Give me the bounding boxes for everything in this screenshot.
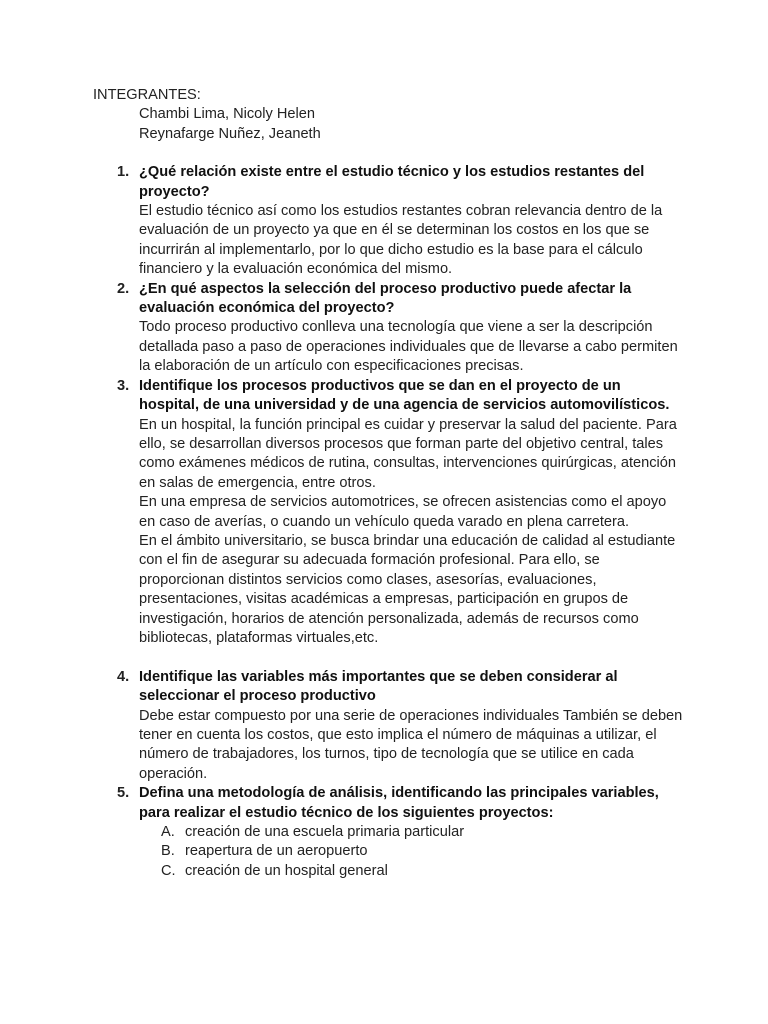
question-number: 3.	[117, 377, 130, 394]
question-text: ¿En qué aspectos la selección del proceso productivo puede afectar la evaluación económica del proyecto?	[139, 280, 632, 317]
sub-item-letter: B.	[161, 843, 175, 860]
member-name: Chambi Lima, Nicoly Helen	[139, 106, 316, 123]
question-list	[93, 163, 683, 881]
answer-text: Todo proceso productivo conlleva una tecnología que viene a ser la descripción detallada paso a paso de operaciones individuales que de llevarse a cabo permiten la elaboración de un artículo con especificaciones precisas.	[139, 319, 678, 375]
document-page	[93, 86, 683, 881]
answer-text: En el ámbito universitario, se busca brindar una educación de calidad al estudiante con el fin de asegurar su adecuada formación profesional. Para ello, se proporcionan distintos servicios como clases, asesorías, evaluaciones, presentaciones, visitas académicas a empresas, participación en grupos de investigación, horarios de atención personalizada, además de recursos como bibliotecas, plataformas virtuales,etc.	[139, 532, 676, 646]
answer-text: El estudio técnico así como los estudios restantes cobran relevancia dentro de la evaluación de un proyecto ya que en él se determinan los costos en los que se incurrirán al implementarlo, por lo que dicho estudio es la base para el cálculo financiero y la evaluación económica del mismo.	[139, 203, 663, 278]
blank-line	[139, 648, 683, 667]
question-number: 4.	[117, 668, 130, 685]
sub-item	[139, 823, 683, 842]
question-text: Defina una metodología de análisis, identificando las principales variables, para realizar el estudio técnico de los siguientes proyectos:	[139, 785, 659, 821]
members-label: INTEGRANTES:	[93, 87, 201, 103]
member-name: Reynafarge Nuñez, Jeaneth	[139, 125, 321, 142]
members-header	[93, 86, 683, 144]
sub-item-letter: A.	[161, 824, 175, 841]
answer-text: Debe estar compuesto por una serie de operaciones individuales También se deben tener en cuenta los costos, que esto implica el número de máquinas a utilizar, el número de trabajadores, los turnos, tipo de tecnología que se utilice en cada operación.	[139, 707, 683, 782]
question-text: Identifique las variables más importantes que se deben considerar al seleccionar el proceso productivo	[139, 668, 618, 705]
question-item	[93, 668, 683, 784]
question-item	[93, 280, 683, 377]
sub-item-text: creación de un hospital general	[185, 862, 388, 879]
sub-item	[139, 842, 683, 861]
question-number: 2.	[117, 280, 130, 297]
answer-text: En una empresa de servicios automotrices, se ofrecen asistencias como el apoyo en caso de averías, o cuando un vehículo queda varado en plena carretera.	[139, 494, 667, 530]
question-item	[93, 784, 683, 881]
answer-text: En un hospital, la función principal es cuidar y preservar la salud del paciente. Para ello, se desarrollan diversos procesos que forman parte del objetivo central, tales como exámenes médicos de rutina, consultas, intervenciones quirúrgicas, atención en salas de emergencia, entre otros.	[139, 416, 677, 491]
question-text: Identifique los procesos productivos que se dan en el proyecto de un hospital, de una universidad y de una agencia de servicios automovilísticos.	[139, 377, 670, 414]
question-number: 5.	[117, 785, 130, 802]
sub-item-text: reapertura de un aeropuerto	[185, 843, 368, 860]
question-text: ¿Qué relación existe entre el estudio técnico y los estudios restantes del proyecto?	[139, 164, 645, 200]
sub-item	[139, 862, 683, 881]
question-number: 1.	[117, 164, 130, 181]
sub-item-list	[139, 823, 683, 881]
sub-item-text: creación de una escuela primaria particular	[185, 824, 465, 841]
sub-item-letter: C.	[161, 862, 176, 879]
question-item	[93, 163, 683, 279]
question-item	[93, 377, 683, 668]
